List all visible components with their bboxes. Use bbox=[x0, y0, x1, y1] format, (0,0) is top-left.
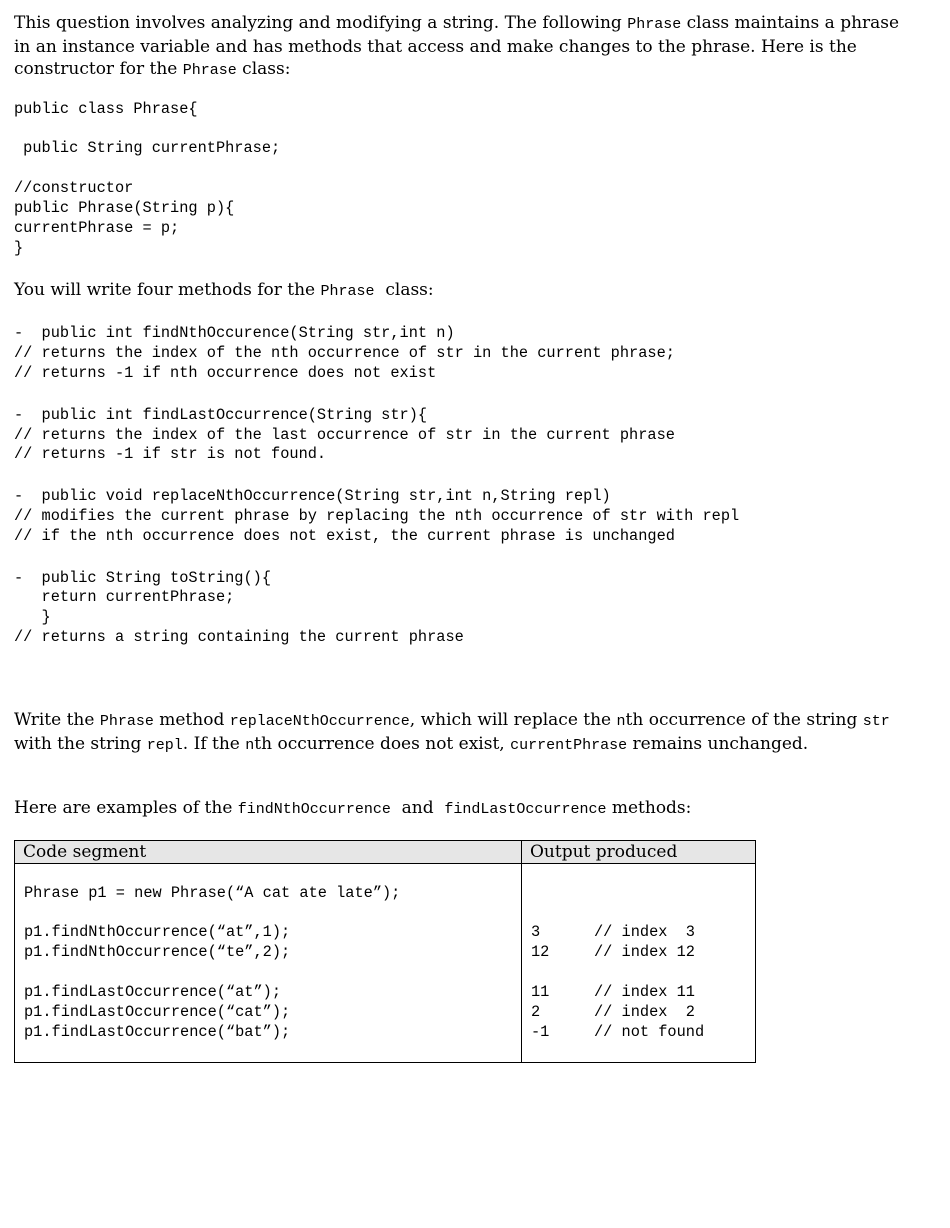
output-value: 2 bbox=[531, 1003, 541, 1021]
table-row bbox=[15, 864, 756, 1063]
task-text: . If the bbox=[182, 734, 246, 754]
code-line: } bbox=[14, 239, 24, 257]
output-cell bbox=[522, 864, 756, 1063]
code-line: //constructor bbox=[14, 179, 134, 197]
code-line: public String currentPhrase; bbox=[14, 139, 281, 157]
output-comment: // not found bbox=[594, 1023, 705, 1041]
output-value: 11 bbox=[531, 983, 550, 1001]
example-code-line: p1.findLastOccurrence(“at”); bbox=[24, 983, 282, 1001]
example-code-line: p1.findLastOccurrence(“bat”); bbox=[24, 1023, 291, 1041]
example-code-line: p1.findLastOccurrence(“cat”); bbox=[24, 1003, 291, 1021]
intro-text: This question involves analyzing and modifying a string. The following bbox=[14, 13, 628, 33]
methods-intro bbox=[14, 279, 914, 303]
var-code: n bbox=[245, 737, 255, 754]
output-comment: // index 11 bbox=[594, 983, 695, 1001]
method-name-code: replaceNthOccurrence bbox=[229, 713, 410, 730]
var-code: str bbox=[862, 713, 890, 730]
code-line: public class Phrase{ bbox=[14, 100, 198, 118]
intro-text: class maintains a phrase in an instance variable and has methods that access and make changes to the phrase. Here is the constructor for the bbox=[14, 13, 900, 79]
method-name-code: findNthOccurrence bbox=[237, 801, 391, 818]
output-comment: // index 3 bbox=[594, 923, 695, 941]
method-signature: - public int findLastOccurrence(String str){ bbox=[14, 406, 428, 424]
method-signature: - public void replaceNthOccurrence(String str,int n,String repl) bbox=[14, 487, 611, 505]
class-name-code: Phrase bbox=[627, 16, 682, 33]
examples-intro-text: Here are examples of the bbox=[14, 798, 238, 818]
method-signature: - public String toString(){ bbox=[14, 569, 272, 587]
code-line: } bbox=[14, 608, 51, 626]
class-name-code: Phrase bbox=[182, 62, 237, 79]
code-comment: // returns -1 if str is not found. bbox=[14, 445, 327, 463]
class-name-code: Phrase bbox=[320, 283, 375, 300]
output-value: 12 bbox=[531, 943, 550, 961]
code-comment: // returns a string containing the current phrase bbox=[14, 628, 464, 646]
table-header: Code segment bbox=[15, 841, 522, 864]
code-comment: // returns -1 if nth occurrence does not exist bbox=[14, 364, 437, 382]
method-name-code: findLastOccurrence bbox=[444, 801, 607, 818]
task-text: th occurrence of the string bbox=[625, 710, 863, 730]
example-code-line: p1.findNthOccurrence(“te”,2); bbox=[24, 943, 291, 961]
example-code-line: p1.findNthOccurrence(“at”,1); bbox=[24, 923, 291, 941]
code-line: currentPhrase = p; bbox=[14, 219, 180, 237]
intro-paragraph bbox=[14, 12, 914, 82]
code-comment: // if the nth occurrence does not exist, the current phrase is unchanged bbox=[14, 527, 675, 545]
task-text: , which will replace the bbox=[409, 710, 617, 730]
code-comment: // modifies the current phrase by replacing the nth occurrence of str with repl bbox=[14, 507, 740, 525]
example-table bbox=[14, 840, 756, 1063]
code-line: return currentPhrase; bbox=[14, 588, 235, 606]
output-comment: // index 2 bbox=[594, 1003, 695, 1021]
task-text: th occurrence does not exist, bbox=[254, 734, 511, 754]
output-value: 3 bbox=[531, 923, 541, 941]
methods-intro-text: class: bbox=[374, 280, 434, 300]
table-header-row bbox=[15, 841, 756, 864]
output-comment: // index 12 bbox=[594, 943, 695, 961]
code-segment-cell bbox=[15, 864, 522, 1063]
intro-text: class: bbox=[236, 59, 291, 79]
methods-intro-text: You will write four methods for the bbox=[14, 280, 321, 300]
code-line: public Phrase(String p){ bbox=[14, 199, 235, 217]
task-text: method bbox=[153, 710, 230, 730]
code-comment: // returns the index of the last occurrence of str in the current phrase bbox=[14, 426, 675, 444]
examples-intro-text: methods: bbox=[606, 798, 692, 818]
var-code: n bbox=[616, 713, 626, 730]
var-code: currentPhrase bbox=[510, 737, 628, 754]
task-paragraph bbox=[14, 709, 914, 757]
task-text: Write the bbox=[14, 710, 100, 730]
code-comment: // returns the index of the nth occurrence of str in the current phrase; bbox=[14, 344, 675, 362]
task-text: with the string bbox=[14, 734, 147, 754]
class-name-code: Phrase bbox=[99, 713, 154, 730]
var-code: repl bbox=[146, 737, 183, 754]
method-signature: - public int findNthOccurence(String str,int n) bbox=[14, 324, 455, 342]
output-value: -1 bbox=[531, 1023, 550, 1041]
examples-intro-text: and bbox=[390, 798, 445, 818]
examples-intro bbox=[14, 797, 914, 821]
example-code-line: Phrase p1 = new Phrase(“A cat ate late”); bbox=[24, 884, 401, 902]
table-header: Output produced bbox=[522, 841, 756, 864]
task-text: remains unchanged. bbox=[627, 734, 809, 754]
